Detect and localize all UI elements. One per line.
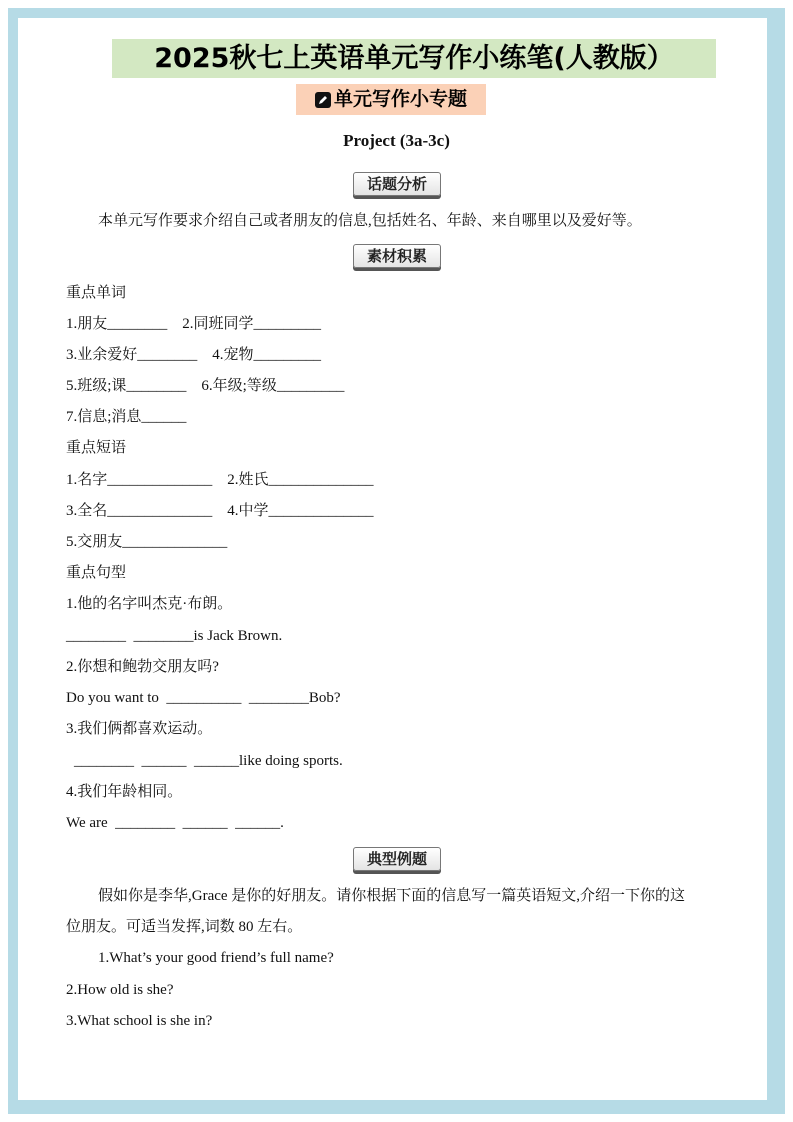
example-prompt-line-1: 假如你是李华,Grace 是你的好朋友。请你根据下面的信息写一篇英语短文,介绍一下你的这 bbox=[98, 888, 686, 904]
project-heading: Project (3a-3c) bbox=[343, 131, 450, 150]
words-heading: 重点单词 bbox=[66, 285, 127, 301]
example-question-2: 2.How old is she? bbox=[66, 982, 174, 998]
sentence-cn-2: 2.你想和鲍勃交朋友吗? bbox=[66, 659, 219, 675]
page-title: 2025秋七上英语单元写作小练笔(人教版） bbox=[112, 39, 716, 78]
section-badge-material: 素材积累 bbox=[353, 244, 441, 268]
sentence-blank-2: Do you want to __________ ________Bob? bbox=[66, 690, 341, 706]
phrase-line-2: 3.全名______________ 4.中学______________ bbox=[66, 503, 374, 519]
sentence-blank-1: ________ ________is Jack Brown. bbox=[66, 628, 283, 644]
word-line-1: 1.朋友________ 2.同班同学_________ bbox=[66, 316, 322, 332]
subtitle-banner bbox=[296, 84, 486, 115]
example-question-1: 1.What’s your good friend’s full name? bbox=[98, 950, 334, 966]
word-line-3: 5.班级;课________ 6.年级;等级_________ bbox=[66, 378, 345, 394]
phrases-heading: 重点短语 bbox=[66, 440, 127, 456]
sentence-cn-3: 3.我们俩都喜欢运动。 bbox=[66, 721, 213, 737]
sentence-blank-4: We are ________ ______ ______. bbox=[66, 815, 284, 831]
sentence-cn-1: 1.他的名字叫杰克·布朗。 bbox=[66, 596, 233, 612]
pencil-icon bbox=[315, 92, 331, 108]
subtitle-text: 单元写作小专题 bbox=[333, 88, 467, 110]
phrase-line-3: 5.交朋友______________ bbox=[66, 534, 228, 550]
example-prompt-line-2: 位朋友。可适当发挥,词数 80 左右。 bbox=[66, 919, 303, 935]
topic-text: 本单元写作要求介绍自己或者朋友的信息,包括姓名、年龄、来自哪里以及爱好等。 bbox=[98, 213, 642, 229]
sentence-blank-3: ________ ______ ______like doing sports. bbox=[74, 753, 343, 769]
section-badge-topic: 话题分析 bbox=[353, 172, 441, 196]
sentence-cn-4: 4.我们年龄相同。 bbox=[66, 784, 183, 800]
section-badge-example: 典型例题 bbox=[353, 847, 441, 871]
word-line-4: 7.信息;消息______ bbox=[66, 409, 187, 425]
phrase-line-1: 1.名字______________ 2.姓氏______________ bbox=[66, 472, 374, 488]
sentences-heading: 重点句型 bbox=[66, 565, 127, 581]
word-line-2: 3.业余爱好________ 4.宠物_________ bbox=[66, 347, 322, 363]
example-question-3: 3.What school is she in? bbox=[66, 1013, 213, 1029]
